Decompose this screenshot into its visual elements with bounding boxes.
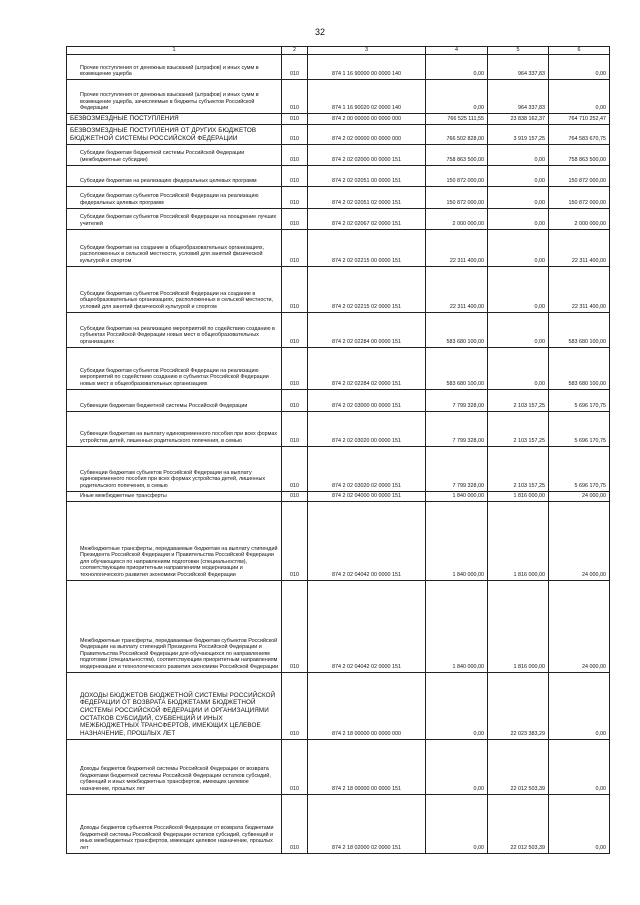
income-name: Субсидии бюджетам на реализацию федеральных целевых программ xyxy=(80,178,257,185)
executed-amount: 0,00 xyxy=(488,312,549,347)
approved-amount: 2 000 000,00 xyxy=(426,208,488,229)
approved-amount: 0,00 xyxy=(426,80,488,114)
unexecuted-amount: 150 872 000,00 xyxy=(549,186,610,208)
budget-class-code: 874 2 02 02000 00 0000 151 xyxy=(308,144,426,165)
income-name: Субвенции бюджетам на выплату единовременного пособия при всех формах устройства детей, лишенных родительского попечения, в семью xyxy=(80,431,278,445)
unexecuted-amount: 0,00 xyxy=(549,80,610,114)
line-code: 010 xyxy=(282,580,308,672)
unexecuted-amount: 0,00 xyxy=(549,672,610,739)
approved-amount: 766 525 111,55 xyxy=(426,114,488,125)
income-name: Межбюджетные трансферты, передаваемые бюджетам субъектов Российской Федерации на выплату стипендий Президента Российской Федерации и Правительства Российской Федерации для обучающихся по направлениям подготовки (специальностям), соответствующим приоритетным направлениям модернизации и технологического развития экономики Российской Федерации xyxy=(80,637,279,671)
approved-amount: 1 840 000,00 xyxy=(426,491,488,501)
line-code: 010 xyxy=(282,411,308,446)
budget-class-code: 874 2 02 02215 00 0000 151 xyxy=(308,229,426,266)
executed-amount: 0,00 xyxy=(488,144,549,165)
budget-class-code: 874 2 18 00000 00 0000 000 xyxy=(308,672,426,739)
executed-amount: 1 816 000,00 xyxy=(488,491,549,501)
table-row xyxy=(67,208,610,229)
unexecuted-amount: 0,00 xyxy=(549,55,610,80)
budget-class-code: 874 2 02 03020 02 0000 151 xyxy=(308,446,426,491)
approved-amount: 22 311 400,00 xyxy=(426,229,488,266)
column-number-row xyxy=(67,47,610,55)
income-name: БЕЗВОЗМЕЗДНЫЕ ПОСТУПЛЕНИЯ xyxy=(70,115,179,122)
approved-amount: 7 799 328,00 xyxy=(426,389,488,411)
unexecuted-amount: 150 872 000,00 xyxy=(549,165,610,186)
budget-report-table xyxy=(66,46,610,854)
column-header: 5 xyxy=(488,47,549,55)
line-code: 010 xyxy=(282,739,308,794)
line-code: 010 xyxy=(282,501,308,580)
table-row xyxy=(67,739,610,794)
executed-amount: 0,00 xyxy=(488,165,549,186)
approved-amount: 0,00 xyxy=(426,739,488,794)
line-code: 010 xyxy=(282,165,308,186)
approved-amount: 758 863 500,00 xyxy=(426,144,488,165)
budget-class-code: 874 2 02 02284 00 0000 151 xyxy=(308,312,426,347)
line-code: 010 xyxy=(282,491,308,501)
table-row xyxy=(67,347,610,389)
unexecuted-amount: 583 680 100,00 xyxy=(549,312,610,347)
budget-class-code: 874 2 00 00000 00 0000 000 xyxy=(308,114,426,125)
executed-amount: 964 337,83 xyxy=(488,55,549,80)
unexecuted-amount: 2 000 000,00 xyxy=(549,208,610,229)
line-code: 010 xyxy=(282,124,308,144)
table-row xyxy=(67,144,610,165)
unexecuted-amount: 0,00 xyxy=(549,794,610,853)
line-code: 010 xyxy=(282,229,308,266)
executed-amount: 0,00 xyxy=(488,208,549,229)
executed-amount: 2 103 157,25 xyxy=(488,446,549,491)
table-row xyxy=(67,55,610,80)
approved-amount: 7 799 328,00 xyxy=(426,411,488,446)
income-name: Субсидии бюджетам бюджетной системы Российской Федерации (межбюджетные субсидии) xyxy=(80,150,245,164)
line-code: 010 xyxy=(282,266,308,312)
income-name: Субсидии бюджетам субъектов Российской Федерации на поощрение лучших учителей xyxy=(80,214,277,228)
column-header: 6 xyxy=(549,47,610,55)
line-code: 010 xyxy=(282,114,308,125)
line-code: 010 xyxy=(282,794,308,853)
page-number: 32 xyxy=(314,27,325,37)
income-name: Доходы бюджетов субъектов Российской Федерации от возврата бюджетами бюджетной системы Российской Федерации остатков субсидий, субвенций и иных межбюджетных трансфертов, имеющих целевое назначение, прошлых лет xyxy=(80,825,274,852)
executed-amount: 22 012 503,39 xyxy=(488,739,549,794)
table-row xyxy=(67,389,610,411)
executed-amount: 0,00 xyxy=(488,347,549,389)
income-name: Субсидии бюджетам субъектов Российской Федерации на реализацию мероприятий по содействию созданию в субъектах Российской Федерации новых мест в общеобразовательных организациях xyxy=(80,367,269,388)
approved-amount: 0,00 xyxy=(426,794,488,853)
income-name: Субсидии бюджетам субъектов Российской Федерации на создание в общеобразовательных организациях, расположенных в сельской местности, условий для занятий физической культурой и спортом xyxy=(80,290,274,311)
table-row xyxy=(67,580,610,672)
unexecuted-amount: 5 696 170,75 xyxy=(549,446,610,491)
table-row xyxy=(67,266,610,312)
unexecuted-amount: 758 863 500,00 xyxy=(549,144,610,165)
table-row xyxy=(67,229,610,266)
income-name: БЕЗВОЗМЕЗДНЫЕ ПОСТУПЛЕНИЯ ОТ ДРУГИХ БЮДЖЕТОВ БЮДЖЕТНОЙ СИСТЕМЫ РОССИЙСКОЙ ФЕДЕРАЦИИ xyxy=(70,127,257,142)
executed-amount: 2 103 157,25 xyxy=(488,389,549,411)
unexecuted-amount: 764 710 252,47 xyxy=(549,114,610,125)
income-name: Субвенции бюджетам субъектов Российской Федерации на выплату единовременного пособия при всех формах устройства детей, лишенных родительского попечения, в семью xyxy=(80,469,266,490)
table-row xyxy=(67,186,610,208)
budget-class-code: 874 2 18 00000 00 0000 151 xyxy=(308,739,426,794)
budget-class-code: 874 2 02 02215 02 0000 151 xyxy=(308,266,426,312)
income-name: Субсидии бюджетам на создание в общеобразовательных организациях, расположенных в сельской местности, условий для занятий физической культурой и спортом xyxy=(80,244,265,265)
approved-amount: 22 311 400,00 xyxy=(426,266,488,312)
budget-class-code: 874 2 02 00000 00 0000 000 xyxy=(308,124,426,144)
table-row xyxy=(67,165,610,186)
approved-amount: 766 502 828,00 xyxy=(426,124,488,144)
table-row xyxy=(67,312,610,347)
line-code: 010 xyxy=(282,347,308,389)
executed-amount: 1 816 000,00 xyxy=(488,501,549,580)
budget-class-code: 874 1 16 90020 02 0000 140 xyxy=(308,80,426,114)
line-code: 010 xyxy=(282,80,308,114)
line-code: 010 xyxy=(282,186,308,208)
executed-amount: 964 337,83 xyxy=(488,80,549,114)
unexecuted-amount: 24 000,00 xyxy=(549,501,610,580)
executed-amount: 2 103 157,25 xyxy=(488,411,549,446)
unexecuted-amount: 0,00 xyxy=(549,739,610,794)
income-name: Иные межбюджетные трансферты xyxy=(80,493,167,500)
budget-class-code: 874 2 02 04000 00 0000 151 xyxy=(308,491,426,501)
approved-amount: 7 799 328,00 xyxy=(426,446,488,491)
income-name: Межбюджетные трансферты, передаваемые бюджетам на выплату стипендий Президента Российской Федерации и Правительства Российской Федерации для обучающихся по направлениям подготовки (специальностям), соответствующим приоритетным направлениям модернизации и технологического развития экономики Российской Федерации xyxy=(80,545,278,579)
approved-amount: 0,00 xyxy=(426,672,488,739)
line-code: 010 xyxy=(282,672,308,739)
executed-amount: 0,00 xyxy=(488,266,549,312)
table-row xyxy=(67,446,610,491)
budget-class-code: 874 2 02 02284 02 0000 151 xyxy=(308,347,426,389)
table-row xyxy=(67,672,610,739)
executed-amount: 3 919 157,25 xyxy=(488,124,549,144)
line-code: 010 xyxy=(282,389,308,411)
income-name: Субвенции бюджетам бюджетной системы Российской Федерации xyxy=(80,403,248,410)
income-name: Субсидии бюджетам субъектов Российской Федерации на реализацию федеральных целевых программ xyxy=(80,193,259,207)
executed-amount: 0,00 xyxy=(488,229,549,266)
budget-class-code: 874 2 02 02051 00 0000 151 xyxy=(308,165,426,186)
unexecuted-amount: 22 311 400,00 xyxy=(549,229,610,266)
table-row xyxy=(67,411,610,446)
line-code: 010 xyxy=(282,208,308,229)
budget-class-code: 874 2 02 02051 02 0000 151 xyxy=(308,186,426,208)
column-header: 4 xyxy=(426,47,488,55)
column-header: 2 xyxy=(282,47,308,55)
budget-class-code: 874 2 02 03000 00 0000 151 xyxy=(308,389,426,411)
table-row xyxy=(67,491,610,501)
budget-class-code: 874 1 16 90000 00 0000 140 xyxy=(308,55,426,80)
unexecuted-amount: 583 680 100,00 xyxy=(549,347,610,389)
unexecuted-amount: 24 000,00 xyxy=(549,491,610,501)
approved-amount: 1 840 000,00 xyxy=(426,580,488,672)
income-name: ДОХОДЫ БЮДЖЕТОВ БЮДЖЕТНОЙ СИСТЕМЫ РОССИЙСКОЙ ФЕДЕРАЦИИ ОТ ВОЗВРАТА БЮДЖЕТАМИ БЮДЖЕТНОЙ СИСТЕМЫ РОССИЙСКОЙ ФЕДЕРАЦИИ И ОРГАНИЗАЦИЯМИ ОСТАТКОВ СУБСИДИЙ, СУБВЕНЦИЙ И ИНЫХ МЕЖБЮДЖЕТНЫХ ТРАНСФЕРТОВ, ИМЕЮЩИХ ЦЕЛЕВОЕ НАЗНАЧЕНИЕ, ПРОШЛЫХ ЛЕТ xyxy=(80,691,276,737)
budget-class-code: 874 2 02 02067 02 0000 151 xyxy=(308,208,426,229)
executed-amount: 1 816 000,00 xyxy=(488,580,549,672)
income-name: Доходы бюджетов бюджетной системы Российской Федерации от возврата бюджетами бюджетной системы Российской Федерации остатков субсидий, субвенций и иных межбюджетных трансфертов, имеющих целевое назначение, прошлых лет xyxy=(80,766,271,793)
income-name: Субсидии бюджетам на реализацию мероприятий по содействию созданию в субъектах Российской Федерации новых мест в общеобразовательных организациях xyxy=(80,325,275,346)
column-header: 1 xyxy=(67,47,282,55)
executed-amount: 22 023 383,29 xyxy=(488,672,549,739)
budget-class-code: 874 2 18 02000 02 0000 151 xyxy=(308,794,426,853)
table-row xyxy=(67,80,610,114)
executed-amount: 23 838 162,37 xyxy=(488,114,549,125)
unexecuted-amount: 24 000,00 xyxy=(549,580,610,672)
income-name: Прочие поступления от денежных взысканий (штрафов) и иных сумм в возмещение ущерба, зачисляемые в бюджеты субъектов Российской Федерации xyxy=(80,92,259,112)
budget-class-code: 874 2 02 04042 02 0000 151 xyxy=(308,580,426,672)
approved-amount: 150 872 000,00 xyxy=(426,165,488,186)
unexecuted-amount: 764 583 670,75 xyxy=(549,124,610,144)
approved-amount: 1 840 000,00 xyxy=(426,501,488,580)
unexecuted-amount: 5 696 170,75 xyxy=(549,389,610,411)
income-name: Прочие поступления от денежных взысканий (штрафов) и иных сумм в возмещение ущерба xyxy=(80,64,259,78)
unexecuted-amount: 22 311 400,00 xyxy=(549,266,610,312)
budget-class-code: 874 2 02 03020 00 0000 151 xyxy=(308,411,426,446)
executed-amount: 22 012 503,39 xyxy=(488,794,549,853)
approved-amount: 583 680 100,00 xyxy=(426,347,488,389)
line-code: 010 xyxy=(282,446,308,491)
line-code: 010 xyxy=(282,55,308,80)
budget-class-code: 874 2 02 04042 00 0000 151 xyxy=(308,501,426,580)
table-row xyxy=(67,794,610,853)
line-code: 010 xyxy=(282,144,308,165)
line-code: 010 xyxy=(282,312,308,347)
executed-amount: 0,00 xyxy=(488,186,549,208)
approved-amount: 150 872 000,00 xyxy=(426,186,488,208)
approved-amount: 583 680 100,00 xyxy=(426,312,488,347)
table-row xyxy=(67,501,610,580)
column-header: 3 xyxy=(308,47,426,55)
approved-amount: 0,00 xyxy=(426,55,488,80)
table-row xyxy=(67,124,610,144)
unexecuted-amount: 5 696 170,75 xyxy=(549,411,610,446)
table-row xyxy=(67,114,610,125)
